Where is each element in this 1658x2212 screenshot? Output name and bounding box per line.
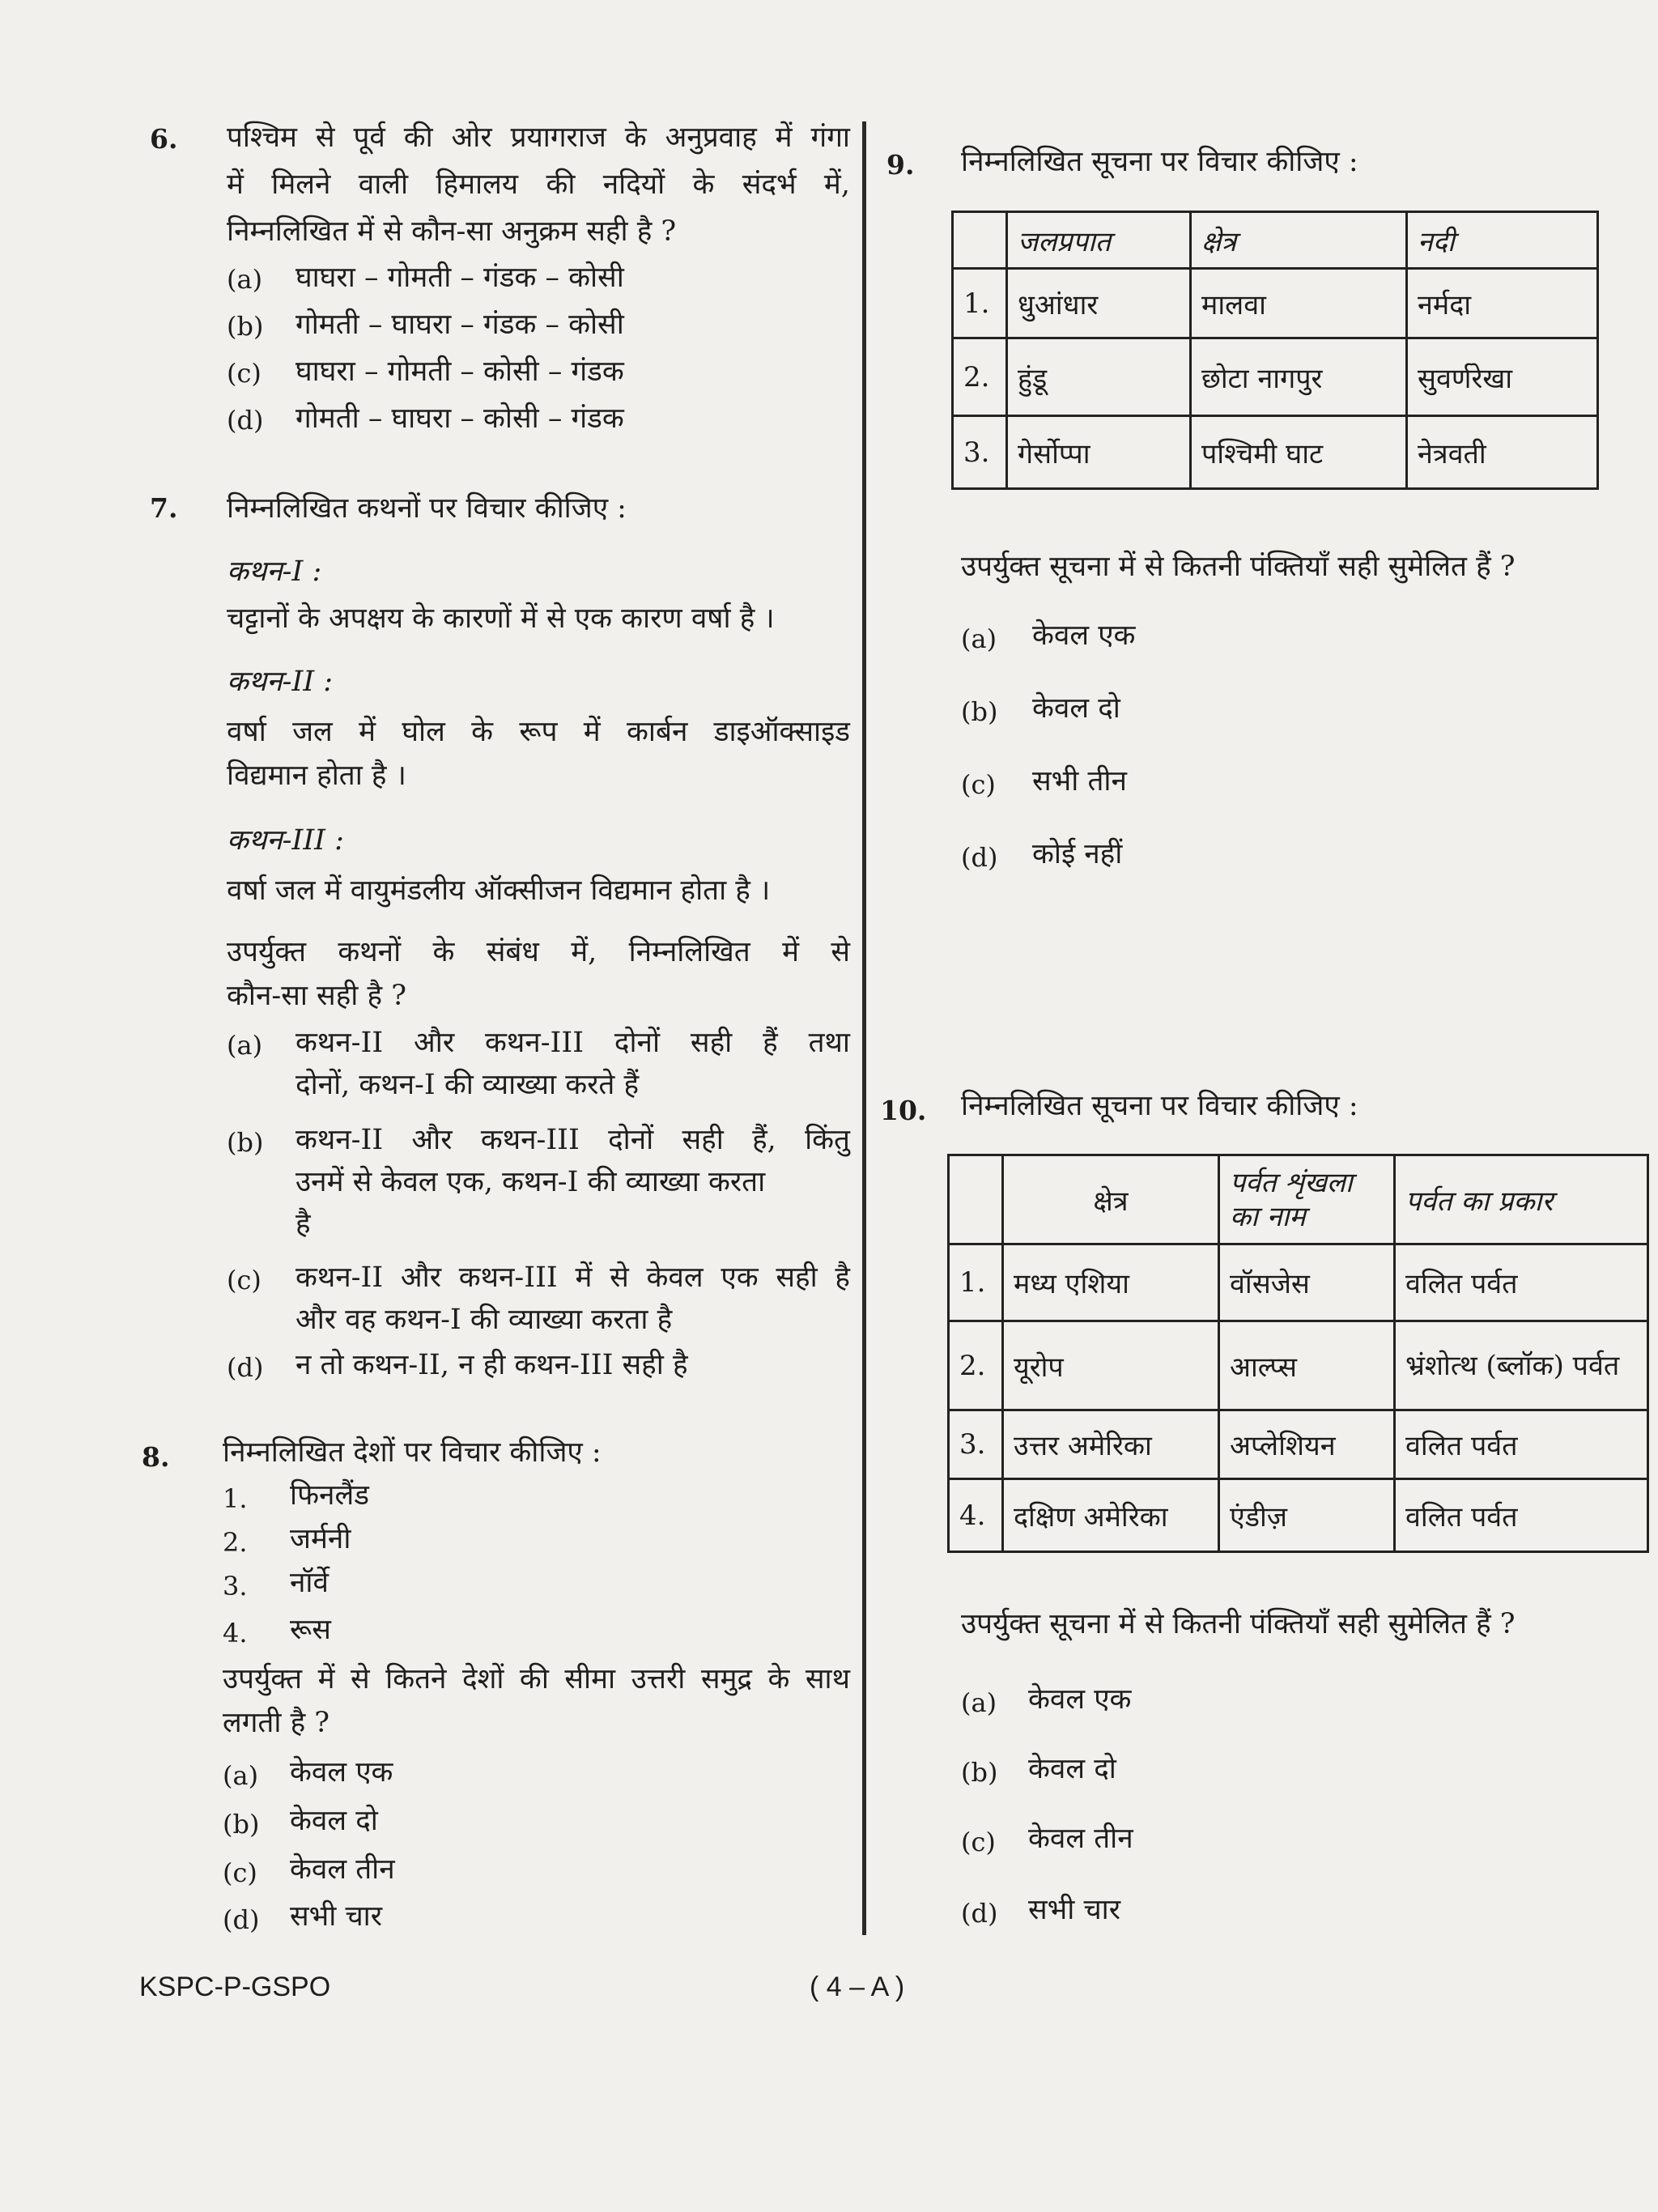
table-cell: छोटा नागपुर	[1191, 338, 1407, 416]
table-header: पर्वत का प्रकार	[1395, 1155, 1648, 1244]
table-cell: 1.	[949, 1244, 1003, 1321]
question-number: 7.	[150, 492, 178, 524]
option-text: केवल एक	[290, 1756, 393, 1789]
option-text: केवल दो	[290, 1805, 378, 1837]
table-row	[949, 1410, 1648, 1479]
list-item-number: 3.	[223, 1571, 248, 1602]
option-label: (a)	[223, 1760, 259, 1791]
option-text: कथन-II और कथन-III दोनों सही हैं तथा	[295, 1027, 850, 1059]
list-item: रूस	[290, 1614, 331, 1646]
waterfall-table	[951, 211, 1599, 490]
paper-code: KSPC-P-GSPO	[139, 1972, 331, 2002]
column-divider	[862, 121, 866, 1935]
option-text: कथन-II और कथन-III दोनों सही हैं, किंतु	[295, 1124, 850, 1156]
table-cell: धुआंधार	[1007, 269, 1191, 338]
option-label: (b)	[227, 311, 264, 342]
table-cell: नर्मदा	[1407, 269, 1598, 338]
table-cell: नेत्रवती	[1407, 416, 1598, 489]
option-label: (c)	[227, 358, 261, 389]
option-label: (d)	[961, 1898, 998, 1929]
option-label: (b)	[961, 696, 998, 727]
option-text: है	[295, 1208, 311, 1240]
table-cell: सुवर्णरेखा	[1407, 338, 1598, 416]
statement-text: वर्षा जल में घोल के रूप में कार्बन डाइऑक्साइड	[227, 716, 850, 748]
option-label: (d)	[961, 842, 998, 873]
option-label: (d)	[227, 1352, 264, 1383]
option-label: (d)	[223, 1904, 260, 1935]
list-item-number: 4.	[223, 1618, 248, 1648]
option-label: (c)	[227, 1265, 261, 1295]
option-text: कोई नहीं	[1032, 838, 1123, 870]
question-text-line: कौन-सा सही है ?	[227, 980, 406, 1012]
table-cell: 3.	[953, 416, 1007, 489]
option-label: (a)	[227, 1030, 263, 1061]
table-cell: उत्तर अमेरिका	[1003, 1410, 1219, 1479]
table-cell: 1.	[953, 269, 1007, 338]
question-intro: निम्नलिखित देशों पर विचार कीजिए :	[223, 1436, 602, 1469]
question-text-line: पश्चिम से पूर्व की ओर प्रयागराज के अनुप्रवाह में गंगा	[227, 121, 850, 154]
option-text: और वह कथन-I की व्याख्या करता है	[295, 1304, 673, 1336]
question-number: 6.	[150, 123, 178, 155]
question-text-line: निम्नलिखित में से कौन-सा अनुक्रम सही है ?	[227, 215, 677, 248]
question-intro: निम्नलिखित सूचना पर विचार कीजिए :	[961, 1090, 1358, 1122]
table-row	[949, 1479, 1648, 1552]
table-cell: गेर्सोप्पा	[1007, 416, 1191, 489]
table-cell: आल्प्स	[1219, 1321, 1395, 1410]
question-text-line: उपर्युक्त कथनों के संबंध में, निम्नलिखित में से	[227, 936, 850, 968]
table-cell: 2.	[953, 338, 1007, 416]
option-label: (c)	[223, 1857, 257, 1888]
list-item-number: 2.	[223, 1527, 248, 1558]
option-text: गोमती – घाघरा – कोसी – गंडक	[295, 402, 624, 435]
statement-title: कथन-III :	[227, 824, 344, 857]
question-number: 8.	[142, 1441, 170, 1473]
list-item: फिनलैंड	[290, 1479, 369, 1512]
option-text: केवल दो	[1028, 1753, 1116, 1785]
statement-text: चट्टानों के अपक्षय के कारणों में से एक कारण वर्षा है ।	[227, 602, 775, 635]
option-text: घाघरा – गोमती – कोसी – गंडक	[295, 355, 624, 388]
page-number: ( 4 – A )	[810, 1972, 905, 2002]
question-text: उपर्युक्त सूचना में से कितनी पंक्तियाँ सही सुमेलित हैं ?	[961, 1608, 1516, 1640]
table-cell: अप्लेशियन	[1219, 1410, 1395, 1479]
option-text: दोनों, कथन-I की व्याख्या करते हैं	[295, 1069, 640, 1101]
table-cell: हुंडू	[1007, 338, 1191, 416]
option-label: (a)	[961, 1687, 997, 1718]
statement-text: वर्षा जल में वायुमंडलीय ऑक्सीजन विद्यमान होता है ।	[227, 874, 771, 907]
table-cell: दक्षिण अमेरिका	[1003, 1479, 1219, 1552]
table-cell: यूरोप	[1003, 1321, 1219, 1410]
list-item: जर्मनी	[290, 1523, 351, 1555]
option-text: केवल तीन	[1028, 1823, 1133, 1855]
option-text: सभी चार	[290, 1900, 383, 1933]
option-text: गोमती – घाघरा – गंडक – कोसी	[295, 308, 624, 341]
table-cell: मालवा	[1191, 269, 1407, 338]
option-text: घाघरा – गोमती – गंडक – कोसी	[295, 262, 624, 294]
option-label: (b)	[227, 1127, 264, 1158]
option-label: (b)	[223, 1809, 260, 1840]
table-cell: भ्रंशोत्थ (ब्लॉक) पर्वत	[1395, 1321, 1648, 1410]
question-text-line: लगती है ?	[223, 1707, 330, 1739]
option-label: (c)	[961, 769, 996, 800]
table-header: क्षेत्र	[1003, 1155, 1219, 1244]
option-text: सभी तीन	[1032, 765, 1127, 798]
option-label: (a)	[227, 264, 263, 295]
question-text: उपर्युक्त सूचना में से कितनी पंक्तियाँ सही सुमेलित हैं ?	[961, 551, 1516, 583]
option-text: उनमें से केवल एक, कथन-I की व्याख्या करता	[295, 1166, 766, 1198]
option-text: सभी चार	[1028, 1894, 1121, 1926]
table-row	[949, 1321, 1648, 1410]
table-cell	[953, 212, 1007, 269]
table-cell	[949, 1155, 1003, 1244]
table-cell: 4.	[949, 1479, 1003, 1552]
statement-text: विद्यमान होता है ।	[227, 759, 406, 792]
option-text: न तो कथन-II, न ही कथन-III सही है	[295, 1349, 688, 1381]
table-cell: वलित पर्वत	[1395, 1244, 1648, 1321]
table-header: पर्वत शृंखला का नाम	[1219, 1155, 1395, 1244]
statement-title: कथन-I :	[227, 555, 322, 588]
table-row	[949, 1244, 1648, 1321]
table-cell: वॉसजेस	[1219, 1244, 1395, 1321]
table-cell: 2.	[949, 1321, 1003, 1410]
table-cell: एंडीज़	[1219, 1479, 1395, 1552]
table-header: नदी	[1407, 212, 1598, 269]
list-item: नॉर्वे	[290, 1567, 329, 1599]
table-row	[953, 416, 1598, 489]
option-label: (a)	[961, 623, 997, 654]
table-header: जलप्रपात	[1007, 212, 1191, 269]
statement-title: कथन-II :	[227, 666, 334, 698]
table-cell: वलित पर्वत	[1395, 1410, 1648, 1479]
table-cell: वलित पर्वत	[1395, 1479, 1648, 1552]
option-label: (b)	[961, 1757, 998, 1788]
question-text-line: में मिलने वाली हिमालय की नदियों के संदर्भ में,	[227, 168, 850, 201]
question-number: 9.	[886, 149, 915, 181]
table-cell: मध्य एशिया	[1003, 1244, 1219, 1321]
table-row	[953, 338, 1598, 416]
list-item-number: 1.	[223, 1483, 248, 1514]
option-text: केवल एक	[1028, 1683, 1132, 1716]
table-header-row	[949, 1155, 1648, 1244]
option-label: (d)	[227, 405, 264, 436]
table-header: क्षेत्र	[1191, 212, 1407, 269]
question-number: 10.	[880, 1095, 927, 1126]
option-text: कथन-II और कथन-III में से केवल एक सही है	[295, 1261, 850, 1294]
option-label: (c)	[961, 1827, 996, 1857]
table-row	[953, 269, 1598, 338]
table-cell: 3.	[949, 1410, 1003, 1479]
question-intro: निम्नलिखित कथनों पर विचार कीजिए :	[227, 492, 627, 525]
question-intro: निम्नलिखित सूचना पर विचार कीजिए :	[961, 146, 1358, 178]
mountain-table	[947, 1154, 1649, 1553]
table-header-row	[953, 212, 1598, 269]
question-text-line: उपर्युक्त में से कितने देशों की सीमा उत्तरी समुद्र के साथ	[223, 1663, 850, 1695]
option-text: केवल एक	[1032, 619, 1136, 652]
option-text: केवल दो	[1032, 692, 1120, 725]
table-cell: पश्चिमी घाट	[1191, 416, 1407, 489]
option-text: केवल तीन	[290, 1853, 395, 1886]
